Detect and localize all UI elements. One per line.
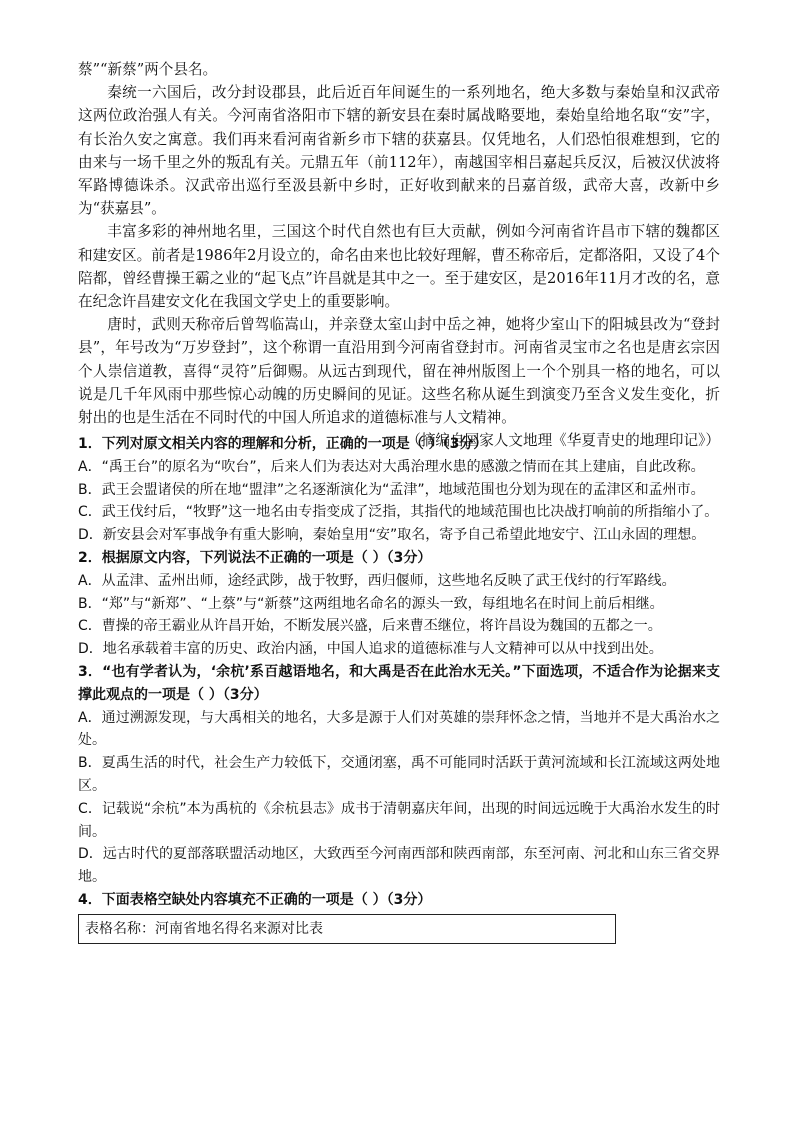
option-d: D．新安县会对军事战争有重大影响，秦始皇用“安”取名，寄予自己希望此地安宁、江山永固的理想。: [78, 527, 706, 544]
option-a: A．从孟津、孟州出师，途经武陟，战于牧野，西归偃师，这些地名反映了武王伐纣的行军路线。: [78, 572, 676, 589]
question-stem: 3．“也有学者认为，‘余杭’系百越语地名，和大禹是否在此治水无关。”下面选项，不适合作为论据来支撑此观点的一项是（ ）（3分）: [78, 663, 720, 703]
question-3: [78, 661, 720, 889]
table-title: 表格名称：河南省地名得名来源对比表: [85, 920, 323, 937]
option-d: D．远古时代的夏部落联盟活动地区，大致西至今河南西部和陕西南部，东至河南、河北和山东三省交界地。: [78, 846, 720, 886]
option-c: C．记载说“余杭”本为禹杭的《余杭县志》成书于清朝嘉庆年间，出现的时间远远晚于大禹治水发生的时间。: [78, 800, 720, 840]
question-list: [78, 433, 720, 944]
option-a: A．通过溯源发现，与大禹相关的地名，大多是源于人们对英雄的崇拜怀念之情，当地并不是大禹治水之处。: [78, 709, 720, 749]
option-d: D．地名承载着丰富的历史、政治内涵，中国人追求的道德标准与人文精神可以从中找到出处。: [78, 641, 663, 658]
option-a: A．“禹王台”的原名为“吹台”，后来人们为表达对大禹治理水患的感激之情而在其上建庙，自此改称。: [78, 458, 705, 475]
question-1: [78, 433, 720, 547]
passage-source: （摘编自国家人文地理《华夏青史的地理印记》）: [406, 432, 720, 450]
option-b: B．“郑”与“新郑”、“上蔡”与“新蔡”这两组地名命名的源头一致，每组地名在时间上前后相继。: [78, 595, 664, 612]
question-stem: 2．根据原文内容，下列说法不正确的一项是（ ）（3分）: [78, 549, 432, 566]
passage-paragraph: 丰富多彩的神州地名里，三国这个时代自然也有巨大贡献，例如今河南省许昌市下辖的魏都区和建安区。前者是1986年2月设立的，命名由来也比较好理解，曹丕称帝后，定都洛阳，又设了4个陪都，曾经曹操王霸之业的“起飞点”许昌就是其中之一。至于建安区，是2016年11月才改的名，意在纪念许昌建安文化在我国文学史上的重要影响。: [78, 223, 720, 311]
option-b: B．夏禹生活的时代，社会生产力较低下，交通闭塞，禹不可能同时活跃于黄河流域和长江流域这两处地区。: [78, 755, 720, 794]
passage-paragraph: 蔡”“新蔡”两个县名。: [78, 61, 218, 78]
question-stem: 1．下列对原文相关内容的理解和分析，正确的一项是（ ）（3分）: [78, 436, 488, 452]
question-stem: 4．下面表格空缺处内容填充不正确的一项是（ ）（3分）: [78, 891, 432, 908]
comparison-table: [78, 914, 616, 944]
reading-passage: [78, 58, 720, 452]
passage-paragraph: 唐时，武则天称帝后曾驾临嵩山，并亲登太室山封中岳之神，她将少室山下的阳城县改为“登封县”，年号改为“万岁登封”，这个称谓一直沿用到今河南省登封市。河南省灵宝市之名也是唐玄宗因个人崇信道教，喜得“灵符”后御赐。从远古到现代，留在神州版图上一个个别具一格的地名，可以说是几千年风雨中那些惊心动魄的历史瞬间的见证。这些名称从诞生到演变乃至含义发生变化，折射出的也是生活在不同时代的中国人所追求的道德标准与人文精神。: [78, 316, 720, 427]
option-c: C．武王伐纣后，“牧野”这一地名由专指变成了泛指，其指代的地域范围也比决战打响前的所指缩小了。: [78, 504, 719, 521]
question-4: [78, 889, 720, 944]
option-b: B．武王会盟诸侯的所在地“盟津”之名逐渐演化为“孟津”，地域范围也分划为现在的孟津区和孟州市。: [78, 481, 705, 498]
question-2: [78, 547, 720, 661]
passage-paragraph: 秦统一六国后，改分封设郡县，此后近百年间诞生的一系列地名，绝大多数与秦始皇和汉武帝这两位政治强人有关。今河南省洛阳市下辖的新安县在秦时属战略要地，秦始皇给地名取“安”字，有长治久安之寓意。我们再来看河南省新乡市下辖的获嘉县。仅凭地名，人们恐怕很难想到，它的由来与一场千里之外的叛乱有关。元鼎五年（前112年），南越国宰相吕嘉起兵反汉，后被汉伏波将军路博德诛杀。汉武帝出巡行至汲县新中乡时，正好收到献来的吕嘉首级，武帝大喜，改新中乡为“获嘉县”。: [78, 84, 720, 218]
option-c: C．曹操的帝王霸业从许昌开始，不断发展兴盛，后来曹丕继位，将许昌设为魏国的五都之一。: [78, 618, 662, 635]
